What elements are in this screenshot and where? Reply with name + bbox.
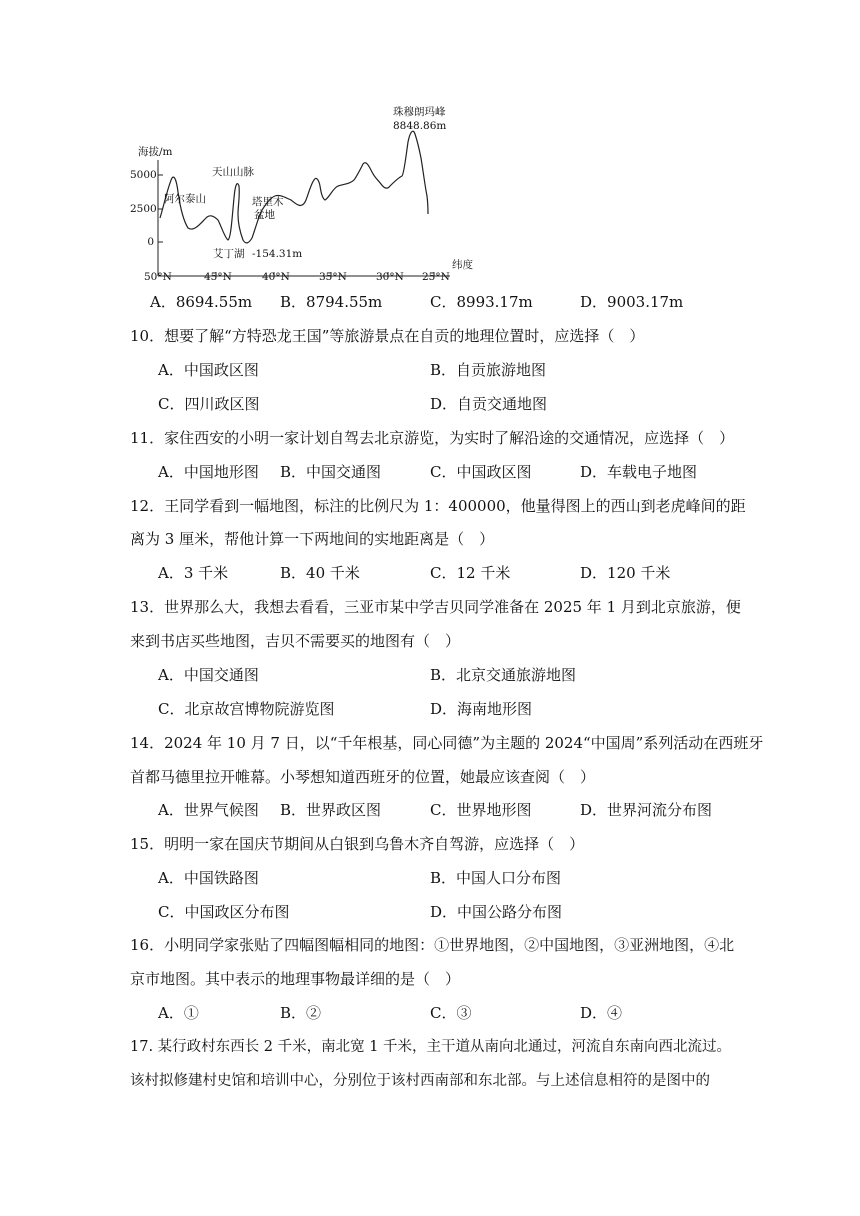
q16-stem-line-2: 京市地图。其中表示的地理事物最详细的是（ ） xyxy=(130,970,461,988)
q17-stem-line-1: 17. 某行政村东西长 2 千米，南北宽 1 千米，主干道从南向北通过，河流自东南向西北流过。 xyxy=(130,1039,732,1055)
q13-option-d: D．海南地形图 xyxy=(430,700,533,718)
q14-option-c: C．世界地形图 xyxy=(430,801,532,819)
y-tick-label-2500: 2500 xyxy=(130,203,157,215)
q16-option-c: C．③ xyxy=(430,1004,472,1022)
elevation-profile-figure xyxy=(128,100,488,290)
q12-option-c: C．12 千米 xyxy=(430,564,511,582)
q9-option-a: A．8694.55m xyxy=(150,293,253,311)
depth-label: -154.31m xyxy=(252,248,303,260)
peak-height-label: 8848.86m xyxy=(393,120,447,132)
q10-option-d: D．自贡交通地图 xyxy=(430,395,548,413)
peak-name-label: 珠穆朗玛峰 xyxy=(393,106,446,118)
q17-stem-line-2: 该村拟修建村史馆和培训中心，分别位于该村西南部和东北部。与上述信息相符的是图中的 xyxy=(130,1073,710,1089)
q14-option-a: A．世界气候图 xyxy=(158,801,259,819)
tarim-label-1: 塔里木 xyxy=(252,196,284,208)
q16-option-a: A．① xyxy=(158,1004,199,1022)
q11-option-a: A．中国地形图 xyxy=(158,463,259,481)
q15-stem: 15．明明一家在国庆节期间从白银到乌鲁木齐自驾游，应选择（ ） xyxy=(130,835,585,853)
q14-option-d: D．世界河流分布图 xyxy=(580,801,713,819)
x-tick-label-35: 35°N xyxy=(319,271,347,283)
x-tick-label-25: 25°N xyxy=(422,271,450,283)
q15-option-d: D．中国公路分布图 xyxy=(430,903,563,921)
q14-stem-line-1: 14．2024 年 10 月 7 日，以“千年根基，同心同德”为主题的 2024“中国周”系列活动在西班牙 xyxy=(130,734,764,752)
q12-stem-line-1: 12．王同学看到一幅地图，标注的比例尺为 1：400000，他量得图上的西山到老虎峰间的距 xyxy=(130,497,746,515)
y-tick-label-0: 0 xyxy=(147,236,154,248)
aydingkol-label: 艾丁湖 xyxy=(213,248,245,260)
y-tick-label-5000: 5000 xyxy=(130,169,157,181)
q9-option-c: C．8993.17m xyxy=(430,293,533,311)
q12-option-b: B．40 千米 xyxy=(280,564,360,582)
y-axis-label: 海拔/m xyxy=(138,146,173,158)
q12-stem-line-2: 离为 3 厘米，帮他计算一下两地间的实地距离是（ ） xyxy=(130,530,495,548)
q14-option-b: B．世界政区图 xyxy=(280,801,382,819)
tianshan-label: 天山山脉 xyxy=(212,166,254,178)
q13-option-a: A．中国交通图 xyxy=(158,666,259,684)
q16-stem-line-1: 16．小明同学家张贴了四幅图幅相同的地图：①世界地图，②中国地图，③亚洲地图，④北 xyxy=(130,936,735,954)
q11-stem: 11．家住西安的小明一家计划自驾去北京游览，为实时了解沿途的交通情况，应选择（ ） xyxy=(130,429,735,447)
x-tick-label-40: 40°N xyxy=(262,271,290,283)
q11-option-d: D．车载电子地图 xyxy=(580,463,698,481)
q15-option-c: C．中国政区分布图 xyxy=(158,903,290,921)
x-tick-label-30: 30°N xyxy=(376,271,404,283)
q11-option-b: B．中国交通图 xyxy=(280,463,382,481)
q16-option-b: B．② xyxy=(280,1004,322,1022)
q10-option-c: C．四川政区图 xyxy=(158,395,260,413)
terrain-profile-line xyxy=(160,131,428,243)
tarim-label-2: 盆地 xyxy=(254,209,275,221)
q9-option-d: D．9003.17m xyxy=(580,293,684,311)
q12-option-a: A．3 千米 xyxy=(158,564,229,582)
q14-stem-line-2: 首都马德里拉开帷幕。小琴想知道西班牙的位置，她最应该查阅（ ） xyxy=(130,768,596,786)
q16-option-d: D．④ xyxy=(580,1004,623,1022)
q13-option-c: C．北京故宫博物院游览图 xyxy=(158,700,335,718)
q13-option-b: B．北京交通旅游地图 xyxy=(430,666,577,684)
q13-stem-line-2: 来到书店买些地图，吉贝不需要买的地图有（ ） xyxy=(130,632,461,650)
q10-stem: 10．想要了解“方特恐龙王国”等旅游景点在自贡的地理位置时，应选择（ ） xyxy=(130,327,645,345)
x-axis-label: 纬度 xyxy=(452,259,473,271)
q11-option-c: C．中国政区图 xyxy=(430,463,532,481)
q9-option-b: B．8794.55m xyxy=(280,293,383,311)
x-tick-label-45: 45°N xyxy=(204,271,232,283)
q12-option-d: D．120 千米 xyxy=(580,564,671,582)
q10-option-a: A．中国政区图 xyxy=(158,361,259,379)
altai-label: 阿尔泰山 xyxy=(164,193,206,205)
x-tick-label-50: 50°N xyxy=(144,271,172,283)
q13-stem-line-1: 13．世界那么大，我想去看看，三亚市某中学吉贝同学准备在 2025 年 1 月到北京旅游，便 xyxy=(130,598,741,616)
q15-option-b: B．中国人口分布图 xyxy=(430,869,562,887)
q15-option-a: A．中国铁路图 xyxy=(158,869,259,887)
q10-option-b: B．自贡旅游地图 xyxy=(430,361,547,379)
